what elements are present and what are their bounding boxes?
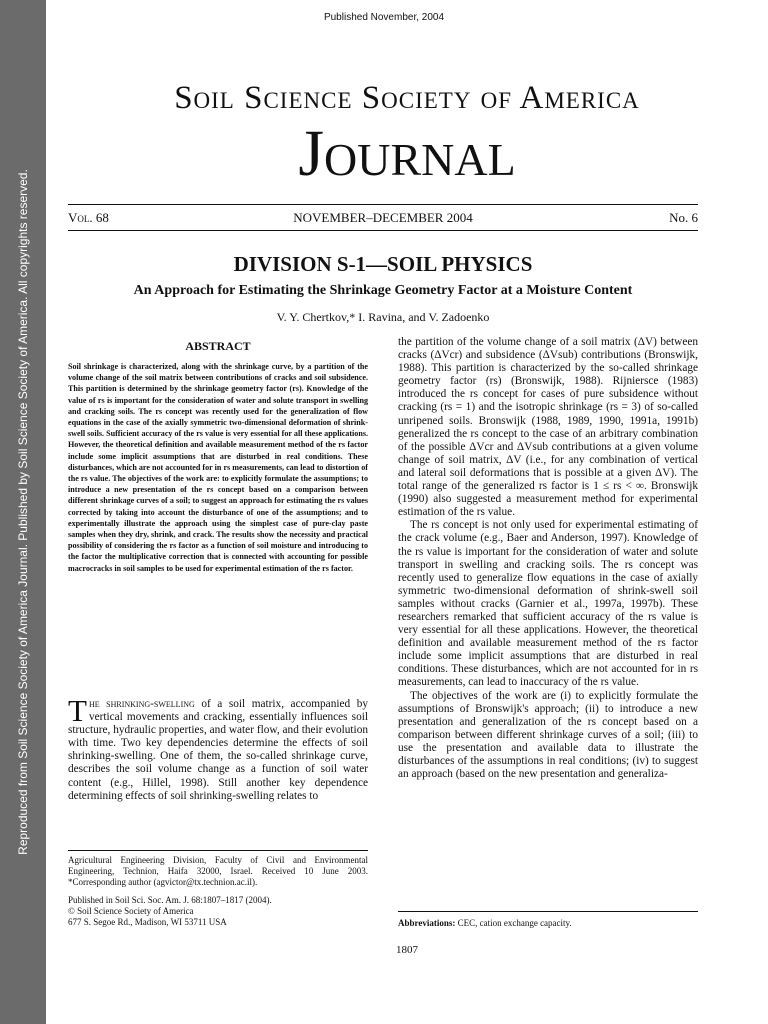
right-paragraph-2: The rs concept is not only used for experimental estimating of the crack volume (e.g., Baer and Anderson, 1997). Knowledge of the rs value is important for the consideration of water and solute transport in swelling and cracking soils. The rs concept was recently used to generalize flow equations in the case of axially symmetric two-dimensional deformation of shrink-swell soil samples without cracks (Garnier et al., 1997a, 1997b). These researchers remarked that sufficient accuracy of the rs value is very essential for all these applications. However, the theoretical definition and available measurement method of the rs factor include some implicit assumptions that are disturbed in real conditions. These disturbances, which are not accounted for in rs measurements, can lead to inaccuracy of the rs value. bbox=[398, 519, 698, 689]
copyright-line: © Soil Science Society of America bbox=[68, 906, 194, 916]
abstract-text: Soil shrinkage is characterized, along with the shrinkage curve, by a partition of the volume change of the soil matrix between contributions of cracks and soil subsidence. This partition is determined by the shrinkage geometry factor (rs). Knowledge of the value of rs is important for the consideration of water and solute transport in swelling and cracking soils. The rs concept was recently used for the generalization of flow equations in the case of the axially symmetric two-dimensional deformation of shrink-swell soils. Sufficient accuracy of the rs value is very essential for all these applications. However, the theoretical definition and available measurement method of the rs factor include some implicit assumptions that are disturbed in real conditions. These disturbances, which are not accounted for in rs measurements, can lead to distortion of the rs value. The objectives of the work are: to explicitly formulate the assumptions; to introduce a new presentation of the rs concept based on a comparison between different shrinkage curves of a soil; to suggest an approach for estimating the rs values corrected by taking into account the disturbance of one of the assumptions; and to experimentally illustrate the approach using the simplest case of pure-clay paste samples when they dry, shrink, and crack. The results show the necessity and practical possibility of considering the rs factor as a function of soil moisture and introducing to the factor the multiplicative correction that is connected with accounting for possible macrocracks in soil samples to be used for experimental estimation of the rs factor. bbox=[68, 362, 368, 573]
volume-label: Vol. 68 bbox=[68, 210, 109, 225]
author-list: V. Y. Chertkov,* I. Ravina, and V. Zadoenko bbox=[276, 310, 490, 324]
abstract-heading: ABSTRACT bbox=[185, 339, 251, 353]
publication-info bbox=[68, 895, 368, 928]
division-heading: DIVISION S-1—SOIL PHYSICS bbox=[233, 252, 533, 276]
footnote-rule bbox=[68, 850, 368, 851]
page-number: 1807 bbox=[396, 944, 418, 956]
introduction-paragraph bbox=[68, 693, 368, 803]
issue-number: No. 6 bbox=[669, 210, 698, 225]
publication-date: Published November, 2004 bbox=[323, 12, 445, 23]
society-name: Soil Science Society of America bbox=[174, 80, 640, 116]
copyright-sidebar bbox=[0, 0, 46, 1024]
header-top-rule bbox=[68, 204, 698, 205]
abbreviations-text: CEC, cation exchange capacity. bbox=[455, 918, 572, 928]
article-title: An Approach for Estimating the Shrinkage Geometry Factor at a Moisture Content bbox=[133, 283, 633, 298]
intro-lead-in: he shrinking-swelling bbox=[88, 698, 195, 710]
address-line: 677 S. Segoe Rd., Madison, WI 53711 USA bbox=[68, 917, 227, 927]
right-paragraph-3: The objectives of the work are (i) to explicitly formulate the assumptions of Bronswijk's approach; (ii) to introduce a new presentation and generalization of the rs concept based on a comparison between different shrinkage curves of a soil; (iii) to use the presentation and available data to illustrate the disturbances of the assumptions in real conditions; (iv) to suggest an approach (based on the new presentation and generaliza- bbox=[398, 689, 698, 781]
copyright-notice: Reproduced from Soil Science Society of America Journal. Published by Soil Science Society of America. All copyrights reserved. bbox=[16, 169, 30, 855]
journal-name: Journal bbox=[298, 117, 516, 190]
issue-date: NOVEMBER–DECEMBER 2004 bbox=[293, 210, 473, 225]
abbreviations-rule bbox=[398, 911, 698, 912]
intro-body: of a soil matrix, accompanied by vertical movements and cracking, essentially influences soil structure, hydraulic properties, and water flow, and their evolution with time. Two key dependencies determine the effects of soil shrinking-swelling. One of them, the so-called shrinkage curve, describes the soil volume change as a function of soil water content (e.g., Hillel, 1998). Still another key dependence determining effects of soil shrinking-swelling relates to bbox=[68, 698, 368, 802]
right-paragraph-1: the partition of the volume change of a soil matrix (ΔV) between cracks (ΔVcr) and subsidence (ΔVsub) contributions (Bronswijk, 1988). This partition is characterized by the so-called shrinkage geometry factor (rs) (Bronswijk, 1988). Rijniersce (1983) introduced the rs concept for cases of pure subsidence without cracking (rs = 1) and the isotropic shrinkage (rs = 3) of so-called unripened soils. Bronswijk (1988, 1989, 1990, 1991a, 1991b) generalized the rs concept to the case of an arbitrary combination of the possible ΔVcr and ΔVsub contributions at a given volume change of soil matrix, ΔV (i.e., for any combination of vertical and lateral soil deformations that is possible at a given ΔV). The total range of the generalized rs factor is 1 ≤ rs < ∞. Bronswijk (1990) also suggested a measurement method for experimental estimation of the rs value. bbox=[398, 336, 698, 519]
citation-line: Published in Soil Sci. Soc. Am. J. 68:1807–1817 (2004). bbox=[68, 895, 272, 905]
abbreviations-label: Abbreviations: bbox=[398, 918, 456, 928]
right-column bbox=[398, 336, 698, 781]
header-bottom-rule bbox=[68, 230, 698, 231]
abbreviations-note bbox=[398, 918, 698, 928]
author-affiliation: Agricultural Engineering Division, Faculty of Civil and Environmental Engineering, Technion, Haifa 32000, Israel. Received 10 June 2003. *Corresponding author (agvictor@tx.technion.ac.il). bbox=[68, 855, 368, 887]
drop-cap: T bbox=[68, 693, 87, 728]
